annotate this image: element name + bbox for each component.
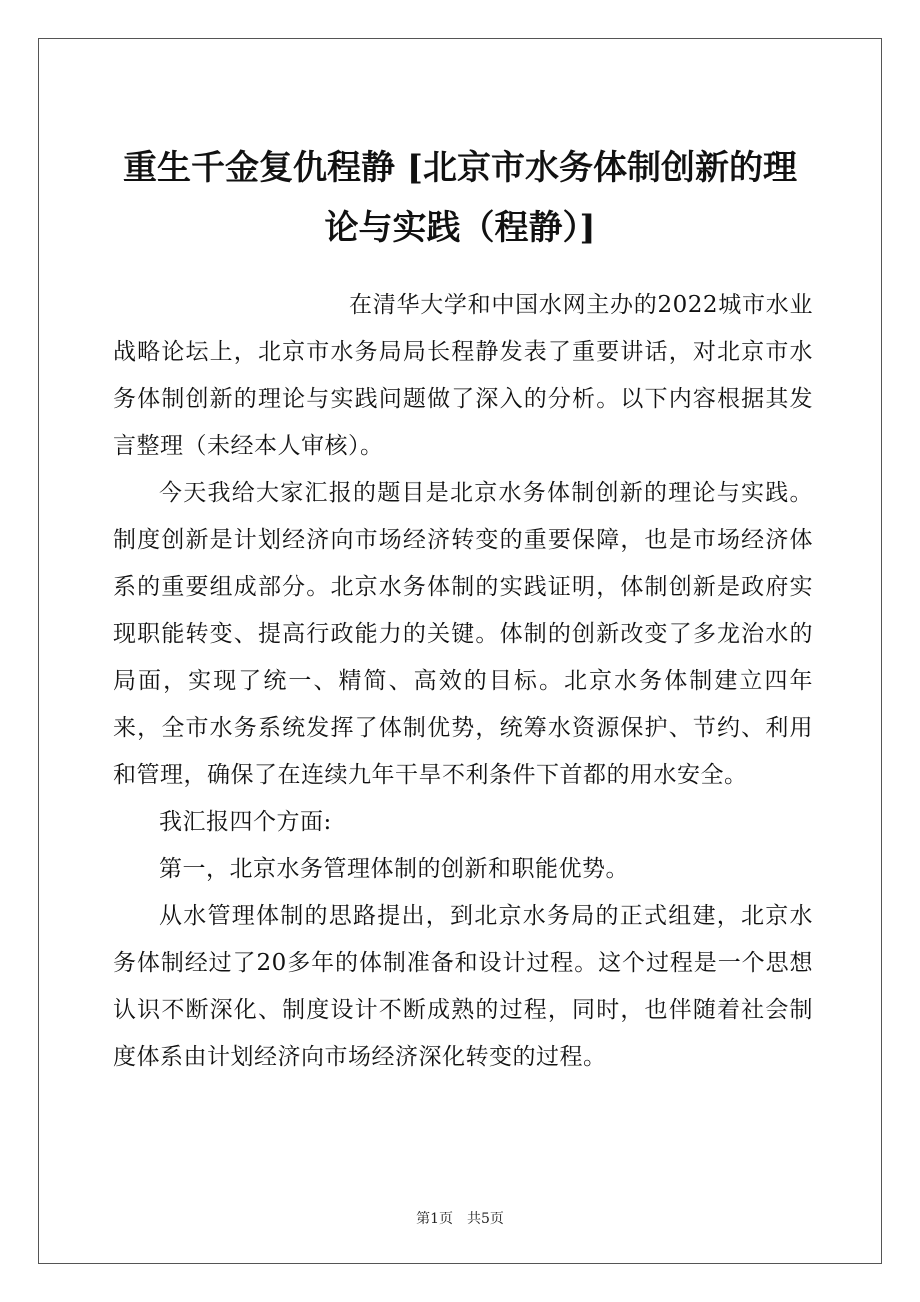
- document-body: [113, 282, 813, 1081]
- paragraph-section-one: 第一，北京水务管理体制的创新和职能优势。: [159, 856, 629, 882]
- paragraph-intro: 在清华大学和中国水网主办的2022城市水业战略论坛上，北京市水务局局长程静发表了重要讲话，对北京市水务体制创新的理论与实践问题做了深入的分析。以下内容根据其发言整理（未经本人审核）。: [113, 292, 813, 459]
- paragraph-history: 从水管理体制的思路提出，到北京水务局的正式组建，北京水务体制经过了20多年的体制准备和设计过程。这个过程是一个思想认识不断深化、制度设计不断成熟的过程，同时，也伴随着社会制度体系由计划经济向市场经济深化转变的过程。: [113, 903, 813, 1070]
- page-number-footer: 第1页 共5页: [416, 1211, 504, 1227]
- document-title-line-1: 重生千金复仇程静 [北京市水务体制创新的理: [123, 148, 797, 188]
- document-title-line-2: 论与实践（程静）]: [324, 208, 596, 248]
- paragraph-topic: 今天我给大家汇报的题目是北京水务体制创新的理论与实践。制度创新是计划经济向市场经济转变的重要保障，也是市场经济体系的重要组成部分。北京水务体制的实践证明，体制创新是政府实现职能转变、提高行政能力的关键。体制的创新改变了多龙治水的局面，实现了统一、精简、高效的目标。北京水务体制建立四年来，全市水务系统发挥了体制优势，统筹水资源保护、节约、利用和管理，确保了在连续九年干旱不利条件下首都的用水安全。: [113, 480, 813, 788]
- paragraph-outline: 我汇报四个方面:: [159, 809, 332, 835]
